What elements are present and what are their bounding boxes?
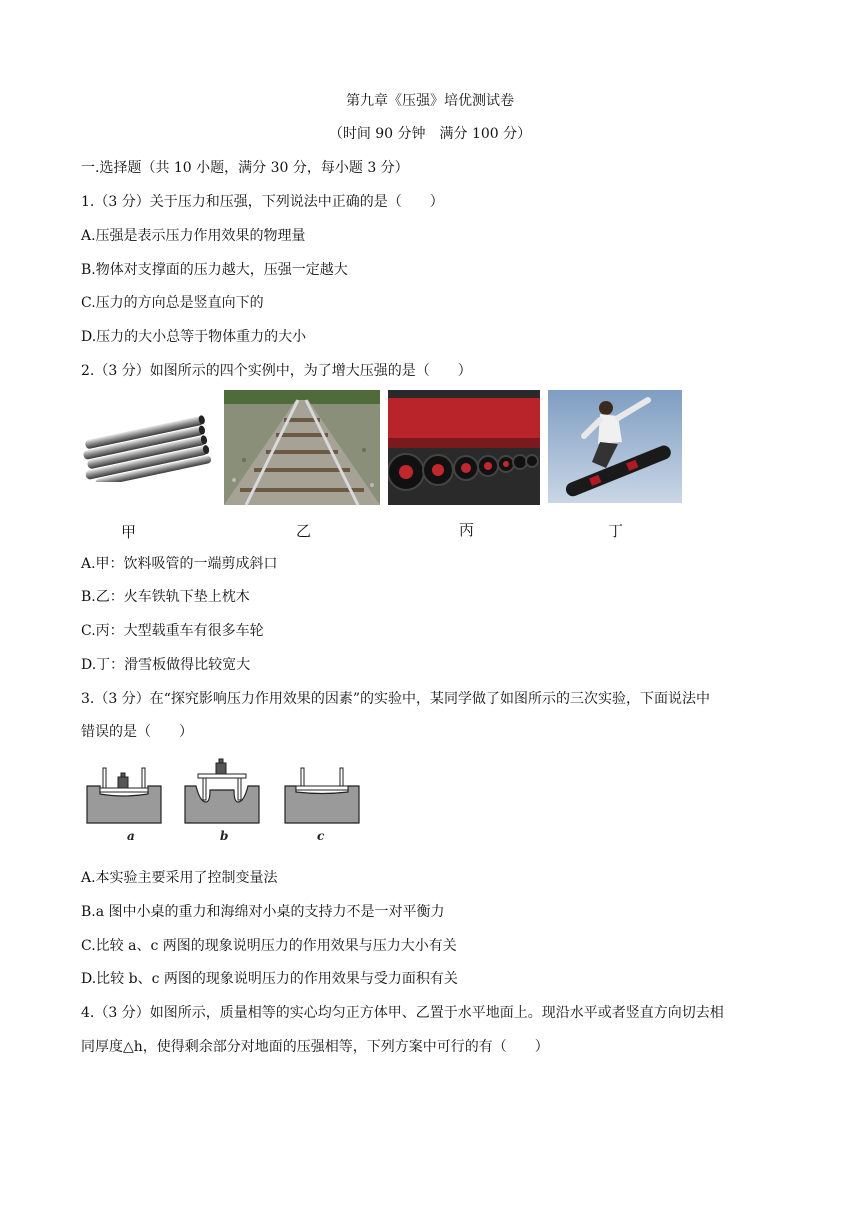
q1-option-b: B.物体对支撑面的压力越大，压强一定越大 [81,262,348,278]
label-c: c [317,829,325,843]
sponge-experiment-c [284,762,360,824]
caption-bing: 丙 [459,521,475,539]
straws-image [81,410,211,482]
q4-stem-line2: 同厚度△h，使得剩余部分对地面的压强相等，下列方案中可行的有（ ） [81,1039,549,1055]
label-b: b [220,829,229,843]
q1-option-a: A.压强是表示压力作用效果的物理量 [81,228,306,244]
q3-option-c: C.比较 a、c 两图的现象说明压力的作用效果与压力大小有关 [81,938,457,954]
caption-yi: 乙 [296,522,312,540]
sponge-experiment-b [184,758,260,824]
q3-option-a: A.本实验主要采用了控制变量法 [81,870,278,886]
q2-option-d: D.丁：滑雪板做得比较宽大 [81,657,251,673]
sponge-experiment-a [86,762,162,824]
railway-track-image [224,390,380,505]
q4-stem-line1: 4.（3 分）如图所示，质量相等的实心均匀正方体甲、乙置于水平地面上。现沿水平或者竖直方向切去相 [81,1005,724,1021]
q2-option-b: B.乙：火车铁轨下垫上枕木 [81,589,250,605]
q3-stem-line2: 错误的是（ ） [81,724,193,740]
page-subtitle: （时间 90 分钟 满分 100 分） [328,126,532,142]
caption-jia: 甲 [121,523,137,541]
q3-option-b: B.a 图中小桌的重力和海绵对小桌的支持力不是一对平衡力 [81,904,445,920]
section-heading: 一.选择题（共 10 小题，满分 30 分，每小题 3 分） [81,160,409,176]
heavy-truck-image [388,390,540,505]
label-a: a [127,829,135,843]
q3-stem-line1: 3.（3 分）在“探究影响压力作用效果的因素”的实验中，某同学做了如图所示的三次实验，下面说法中 [81,691,711,707]
caption-ding: 丁 [608,522,624,540]
q1-option-c: C.压力的方向总是竖直向下的 [81,295,264,311]
q3-option-d: D.比较 b、c 两图的现象说明压力的作用效果与受力面积有关 [81,971,458,987]
q2-option-a: A.甲：饮料吸管的一端剪成斜口 [81,556,278,572]
q2-stem: 2.（3 分）如图所示的四个实例中，为了增大压强的是（ ） [81,363,472,379]
snowboarder-image [548,390,682,503]
q2-option-c: C.丙：大型载重车有很多车轮 [81,623,264,639]
q1-stem: 1.（3 分）关于压力和压强，下列说法中正确的是（ ） [81,194,444,210]
page-title: 第九章《压强》培优测试卷 [346,93,514,109]
q1-option-d: D.压力的大小总等于物体重力的大小 [81,329,307,345]
